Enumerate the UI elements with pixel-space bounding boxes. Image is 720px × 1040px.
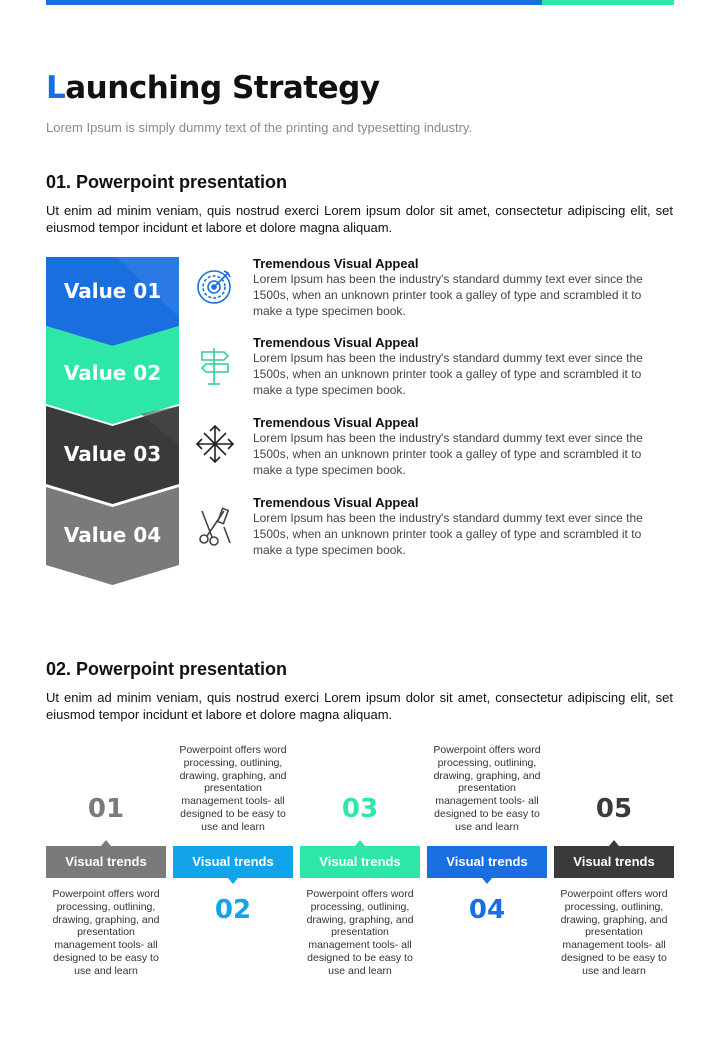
step-pointer-2 [228, 878, 238, 884]
value-label-1: Value 01 [63, 279, 162, 303]
item-text-4: Lorem Ipsum has been the industry's standard dummy text ever since the 1500s, when an unknown printer took a galley of type and scrambled it to make a type specimen book. [253, 511, 643, 557]
top-accent-bar-blue [46, 0, 542, 5]
item-text-3: Lorem Ipsum has been the industry's standard dummy text ever since the 1500s, when an unknown printer took a galley of type and scrambled it to make a type specimen book. [253, 431, 643, 477]
page-title [46, 70, 380, 106]
item-text-1: Lorem Ipsum has been the industry's standard dummy text ever since the 1500s, when an unknown printer took a galley of type and scrambled it to make a type specimen book. [253, 272, 643, 318]
step-number-3: 03 [341, 794, 379, 824]
step-text-2: Powerpoint offers word processing, outlining, drawing, graphing, and presentation management tools- all designed to be easy to use and learn [179, 744, 287, 833]
step-text-1: Powerpoint offers word processing, outlining, drawing, graphing, and presentation management tools- all designed to be easy to use and learn [52, 888, 160, 977]
step-label-1: Visual trends [46, 846, 166, 878]
page-subtitle: Lorem Ipsum is simply dummy text of the printing and typesetting industry. [46, 120, 473, 135]
value-label-2: Value 02 [63, 361, 162, 385]
step-number-4: 04 [468, 895, 506, 925]
top-accent-bar-green [542, 0, 674, 5]
item-title-4: Tremendous Visual Appeal [253, 495, 419, 510]
page-title-rest: aunching Strategy [65, 70, 380, 106]
step-number-1: 01 [87, 794, 125, 824]
signpost-icon [194, 344, 236, 386]
step-number-5: 05 [595, 794, 633, 824]
item-text-2: Lorem Ipsum has been the industry's standard dummy text ever since the 1500s, when an unknown printer took a galley of type and scrambled it to make a type specimen book. [253, 351, 643, 397]
section2-heading: 02. Powerpoint presentation [46, 659, 288, 679]
step-label-3: Visual trends [300, 846, 420, 878]
step-label-2: Visual trends [173, 846, 293, 878]
item-title-3: Tremendous Visual Appeal [253, 415, 419, 430]
step-text-4: Powerpoint offers word processing, outlining, drawing, graphing, and presentation management tools- all designed to be easy to use and learn [433, 744, 541, 833]
section2-paragraph: Ut enim ad minim veniam, quis nostrud exerci Lorem ipsum dolor sit amet, consectetur adipiscing elit, set eiusmod tempor incidunt et labore et dolore magna aliquam. [46, 690, 673, 722]
step-number-2: 02 [214, 895, 252, 925]
tools-icon [194, 505, 236, 547]
value-chevron-4 [46, 487, 179, 585]
step-label-5: Visual trends [554, 846, 674, 878]
move-arrows-icon [194, 423, 236, 465]
step-text-5: Powerpoint offers word processing, outlining, drawing, graphing, and presentation management tools- all designed to be easy to use and learn [560, 888, 668, 977]
step-pointer-4 [482, 878, 492, 884]
step-text-3: Powerpoint offers word processing, outlining, drawing, graphing, and presentation management tools- all designed to be easy to use and learn [306, 888, 414, 977]
page-title-initial: L [46, 70, 66, 106]
section1-paragraph: Ut enim ad minim veniam, quis nostrud exerci Lorem ipsum dolor sit amet, consectetur adipiscing elit, set eiusmod tempor incidunt et labore et dolore magna aliquam. [46, 203, 673, 235]
item-title-2: Tremendous Visual Appeal [253, 335, 419, 350]
step-label-4: Visual trends [427, 846, 547, 878]
section1-heading: 01. Powerpoint presentation [46, 172, 288, 192]
value-label-4: Value 04 [63, 523, 162, 547]
value-label-3: Value 03 [63, 442, 162, 466]
target-icon [194, 265, 236, 307]
item-title-1: Tremendous Visual Appeal [253, 256, 419, 271]
